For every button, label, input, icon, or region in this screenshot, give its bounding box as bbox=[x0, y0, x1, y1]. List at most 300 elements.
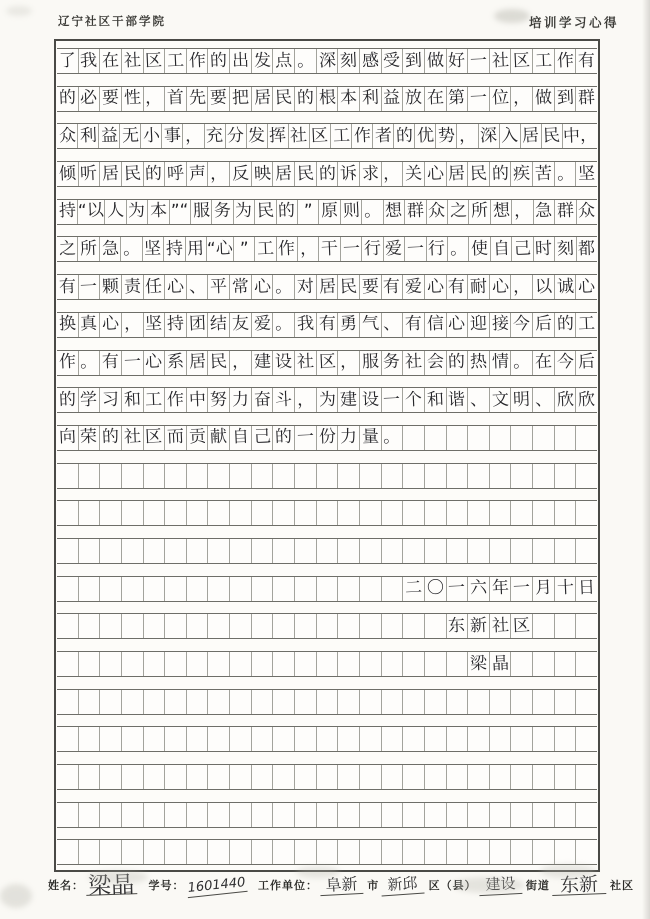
grid-cell bbox=[533, 539, 555, 563]
handwritten-char: 的 bbox=[101, 427, 120, 448]
handwritten-char: 、 bbox=[534, 389, 553, 411]
grid-cell bbox=[57, 539, 79, 563]
grid-cell bbox=[144, 49, 166, 73]
grid-cell bbox=[230, 539, 252, 563]
grid-cell bbox=[252, 275, 274, 299]
handwritten-char: 小 bbox=[142, 125, 161, 147]
grid-cell bbox=[165, 49, 187, 73]
grid-cell bbox=[511, 388, 533, 412]
grid-cell bbox=[234, 237, 255, 261]
grid-cell bbox=[511, 426, 533, 450]
grid-cell bbox=[57, 765, 79, 789]
handwritten-char: 点 bbox=[274, 50, 293, 71]
grid-cell bbox=[208, 426, 230, 450]
grid-cell bbox=[100, 275, 122, 299]
grid-cell bbox=[425, 388, 447, 412]
grid-cell bbox=[295, 577, 317, 601]
handwritten-char: 一 bbox=[406, 238, 425, 260]
grid-cell bbox=[277, 237, 298, 261]
handwritten-char: 民 bbox=[542, 125, 561, 147]
handwritten-char: 深 bbox=[479, 125, 498, 147]
handwritten-char: 民 bbox=[469, 163, 488, 184]
grid-cell bbox=[100, 577, 122, 601]
grid-cell bbox=[447, 690, 469, 714]
handwritten-char: 荣 bbox=[80, 427, 98, 448]
grid-cell bbox=[144, 351, 166, 375]
grid-cell bbox=[187, 803, 209, 827]
grid-cell bbox=[338, 727, 360, 751]
grid-cell bbox=[382, 49, 404, 73]
grid-cell bbox=[187, 313, 209, 337]
grid-row bbox=[57, 689, 597, 715]
grid-cell bbox=[360, 464, 382, 488]
grid-cell bbox=[490, 803, 512, 827]
handwritten-char: 入 bbox=[500, 125, 519, 147]
grid-cell bbox=[511, 501, 533, 525]
grid-cell bbox=[273, 351, 295, 375]
handwritten-char: 到 bbox=[404, 50, 423, 71]
handwritten-char: 学 bbox=[80, 389, 98, 411]
grid-cell bbox=[555, 426, 577, 450]
handwritten-char: 。 bbox=[122, 238, 141, 260]
grid-cell bbox=[57, 426, 79, 450]
handwritten-char: 反 bbox=[231, 163, 250, 184]
grid-cell bbox=[100, 464, 122, 488]
grid-cell bbox=[164, 237, 185, 261]
grid-cell bbox=[255, 237, 276, 261]
grid-cell bbox=[511, 49, 533, 73]
handwritten-char: 民 bbox=[296, 163, 315, 184]
grid-cell bbox=[57, 614, 79, 638]
handwritten-char: 人 bbox=[106, 200, 125, 222]
grid-cell bbox=[360, 803, 382, 827]
handwritten-char: 接 bbox=[491, 313, 510, 335]
grid-cell bbox=[425, 87, 447, 111]
handwritten-char: 本 bbox=[339, 87, 358, 109]
handwritten-char: 有 bbox=[404, 313, 423, 335]
handwritten-char: 有 bbox=[318, 313, 336, 335]
handwritten-char: 居 bbox=[253, 87, 271, 109]
grid-cell bbox=[162, 124, 183, 148]
handwritten-char: 民 bbox=[339, 276, 358, 297]
grid-cell bbox=[187, 275, 209, 299]
handwritten-char: 服 bbox=[361, 351, 380, 373]
handwritten-char: 持 bbox=[58, 200, 77, 222]
grid-cell bbox=[576, 162, 597, 186]
grid-row bbox=[57, 538, 597, 564]
grid-cell bbox=[144, 727, 166, 751]
handwritten-char: 换 bbox=[58, 313, 77, 335]
grid-cell bbox=[382, 464, 404, 488]
grid-cell bbox=[382, 690, 404, 714]
handwritten-char: 坚 bbox=[143, 238, 162, 260]
handwritten-char: 今 bbox=[556, 351, 574, 373]
grid-cell bbox=[576, 803, 597, 827]
handwritten-char: 设 bbox=[361, 389, 380, 411]
grid-cell bbox=[295, 539, 317, 563]
grid-cell bbox=[576, 727, 597, 751]
grid-cell bbox=[208, 87, 230, 111]
grid-cell bbox=[447, 803, 469, 827]
handwritten-char: 习 bbox=[101, 389, 120, 411]
handwritten-char: 今 bbox=[512, 313, 531, 335]
handwritten-char: 一 bbox=[469, 87, 488, 109]
grid-cell bbox=[187, 464, 209, 488]
grid-cell bbox=[165, 351, 187, 375]
grid-cell bbox=[79, 840, 101, 864]
handwritten-char: 一 bbox=[123, 351, 142, 373]
handwritten-char: 必 bbox=[80, 87, 98, 109]
grid-cell bbox=[230, 313, 252, 337]
handwritten-char: 、 bbox=[188, 276, 207, 297]
handwritten-char: 充 bbox=[205, 125, 224, 147]
grid-cell bbox=[338, 803, 360, 827]
grid-cell bbox=[425, 162, 447, 186]
handwritten-char: 心 bbox=[101, 313, 120, 335]
grid-cell bbox=[352, 124, 373, 148]
handwritten-char: 一 bbox=[447, 577, 466, 599]
grid-cell bbox=[144, 313, 166, 337]
handwritten-char: 新 bbox=[469, 615, 488, 637]
grid-cell bbox=[273, 614, 295, 638]
handwritten-char: 关 bbox=[404, 163, 423, 184]
handwritten-char: 区 bbox=[512, 615, 531, 637]
handwritten-char: 。 bbox=[296, 50, 315, 71]
handwritten-char: 一 bbox=[469, 50, 488, 71]
grid-cell bbox=[447, 652, 469, 676]
grid-cell bbox=[252, 87, 274, 111]
handwritten-char: 利 bbox=[79, 125, 98, 147]
grid-row bbox=[57, 274, 597, 300]
grid-cell bbox=[511, 765, 533, 789]
handwritten-char: 份 bbox=[318, 427, 336, 448]
grid-cell bbox=[360, 275, 382, 299]
grid-cell bbox=[298, 200, 319, 224]
grid-cell bbox=[100, 614, 122, 638]
grid-cell bbox=[165, 840, 187, 864]
grid-cell bbox=[382, 162, 404, 186]
grid-cell bbox=[555, 200, 576, 224]
handwritten-char: 诚 bbox=[556, 276, 574, 297]
grid-row bbox=[57, 236, 597, 262]
grid-cell bbox=[100, 539, 122, 563]
handwritten-char: 众 bbox=[427, 200, 446, 222]
grid-cell bbox=[447, 275, 469, 299]
handwritten-char: 明 bbox=[512, 389, 531, 411]
grid-cell bbox=[208, 803, 230, 827]
grid-cell bbox=[468, 652, 490, 676]
grid-cell bbox=[295, 464, 317, 488]
grid-cell bbox=[230, 765, 252, 789]
grid-cell bbox=[533, 351, 555, 375]
handwritten-char: 声 bbox=[188, 163, 207, 184]
handwritten-char: 个 bbox=[404, 389, 423, 411]
grid-cell bbox=[230, 464, 252, 488]
grid-cell bbox=[295, 803, 317, 827]
handwritten-char: 我 bbox=[80, 50, 98, 71]
grid-cell bbox=[394, 124, 415, 148]
district-suffix-label: 区（县） bbox=[428, 879, 477, 892]
grid-cell bbox=[165, 690, 187, 714]
handwritten-char: 听 bbox=[80, 163, 98, 184]
scan-edge-shadow bbox=[642, 0, 650, 919]
handwritten-char: 梁 bbox=[469, 653, 488, 674]
grid-cell bbox=[338, 426, 360, 450]
grid-cell bbox=[252, 690, 274, 714]
grid-cell bbox=[425, 577, 447, 601]
handwritten-char: 持 bbox=[166, 313, 185, 335]
grid-cell bbox=[317, 501, 339, 525]
grid-cell bbox=[57, 124, 78, 148]
handwritten-char: 爱 bbox=[404, 276, 423, 297]
grid-cell bbox=[338, 464, 360, 488]
grid-cell bbox=[468, 49, 490, 73]
grid-cell bbox=[468, 690, 490, 714]
grid-row bbox=[57, 726, 597, 752]
grid-cell bbox=[382, 577, 404, 601]
handwritten-char: 东 bbox=[447, 615, 466, 637]
grid-cell bbox=[533, 162, 555, 186]
grid-cell bbox=[490, 388, 512, 412]
handwritten-char: 向 bbox=[58, 427, 77, 448]
grid-cell bbox=[273, 727, 295, 751]
grid-cell bbox=[208, 49, 230, 73]
grid-cell bbox=[577, 237, 597, 261]
grid-cell bbox=[468, 840, 490, 864]
grid-cell bbox=[252, 652, 274, 676]
grid-cell bbox=[144, 652, 166, 676]
grid-cell bbox=[415, 124, 436, 148]
name-handwritten-value: 梁晶 bbox=[86, 875, 137, 896]
grid-cell bbox=[468, 539, 490, 563]
grid-cell bbox=[511, 577, 533, 601]
grid-cell bbox=[208, 464, 230, 488]
grid-cell bbox=[144, 803, 166, 827]
handwritten-char: 迎 bbox=[469, 313, 488, 335]
grid-cell bbox=[511, 539, 533, 563]
grid-cell bbox=[555, 840, 577, 864]
handwritten-char: 的 bbox=[296, 87, 315, 109]
grid-cell bbox=[144, 87, 166, 111]
grid-cell bbox=[533, 275, 555, 299]
handwritten-char: 作 bbox=[188, 50, 207, 71]
grid-cell bbox=[555, 464, 577, 488]
street-handwritten-value: 建设 bbox=[478, 877, 522, 896]
handwritten-char: 区 bbox=[318, 351, 336, 373]
community-suffix-label: 社区 bbox=[609, 879, 634, 892]
handwritten-char: 颗 bbox=[101, 276, 120, 297]
handwritten-char: 好 bbox=[447, 50, 466, 71]
scan-smudge bbox=[0, 884, 32, 908]
grid-cell bbox=[403, 803, 425, 827]
handwritten-char: 者 bbox=[374, 125, 393, 147]
grid-cell bbox=[317, 577, 339, 601]
grid-cell bbox=[148, 200, 169, 224]
handwritten-char: 的 bbox=[395, 125, 414, 147]
handwritten-char: 性 bbox=[123, 87, 142, 109]
handwritten-char: ” bbox=[239, 238, 249, 260]
grid-cell bbox=[533, 577, 555, 601]
grid-cell bbox=[403, 162, 425, 186]
grid-cell bbox=[490, 49, 512, 73]
handwritten-char: ， bbox=[184, 125, 203, 147]
grid-cell bbox=[144, 577, 166, 601]
grid-cell bbox=[491, 237, 512, 261]
grid-cell bbox=[563, 124, 597, 148]
handwritten-char: 爱 bbox=[384, 238, 403, 260]
handwritten-char: 做 bbox=[426, 50, 445, 71]
handwritten-char: 建 bbox=[253, 351, 271, 373]
grid-cell bbox=[490, 690, 512, 714]
handwritten-char: 众 bbox=[58, 125, 76, 147]
handwritten-char: 欣 bbox=[577, 389, 596, 411]
handwritten-char: 有 bbox=[382, 276, 401, 297]
grid-cell bbox=[230, 388, 252, 412]
grid-cell bbox=[122, 652, 144, 676]
grid-cell bbox=[360, 162, 382, 186]
grid-cell bbox=[230, 803, 252, 827]
grid-cell bbox=[295, 49, 317, 73]
ink-bleed-smudge bbox=[494, 9, 530, 23]
grid-cell bbox=[447, 87, 469, 111]
grid-cell bbox=[295, 162, 317, 186]
grid-cell bbox=[122, 162, 144, 186]
grid-cell bbox=[338, 162, 360, 186]
grid-cell bbox=[165, 501, 187, 525]
grid-cell bbox=[555, 501, 577, 525]
grid-cell bbox=[57, 577, 79, 601]
handwritten-char: 社 bbox=[491, 50, 510, 71]
grid-cell bbox=[187, 765, 209, 789]
handwritten-char: 工 bbox=[534, 50, 553, 71]
grid-cell bbox=[295, 501, 317, 525]
handwritten-char: 热 bbox=[469, 351, 488, 373]
handwritten-char: 居 bbox=[188, 351, 207, 373]
grid-cell bbox=[500, 124, 521, 148]
grid-cell bbox=[338, 275, 360, 299]
grid-cell bbox=[252, 351, 274, 375]
grid-cell bbox=[100, 501, 122, 525]
grid-cell bbox=[427, 200, 448, 224]
grid-cell bbox=[273, 87, 295, 111]
grid-cell bbox=[187, 49, 209, 73]
handwritten-char: ， bbox=[512, 276, 531, 297]
grid-cell bbox=[403, 614, 425, 638]
grid-cell bbox=[100, 162, 122, 186]
handwritten-char: 一 bbox=[382, 389, 401, 411]
grid-cell bbox=[122, 464, 144, 488]
grid-cell bbox=[425, 313, 447, 337]
grid-cell bbox=[338, 690, 360, 714]
grid-cell bbox=[105, 200, 126, 224]
handwritten-char: 心 bbox=[166, 276, 185, 297]
handwritten-char: 发 bbox=[247, 125, 266, 147]
grid-cell bbox=[555, 162, 577, 186]
grid-cell bbox=[533, 464, 555, 488]
grid-cell bbox=[468, 464, 490, 488]
handwritten-char: ， bbox=[209, 163, 228, 184]
grid-cell bbox=[252, 577, 274, 601]
grid-row bbox=[57, 802, 597, 828]
handwritten-char: 心 bbox=[491, 276, 510, 297]
handwritten-char: 奋 bbox=[253, 389, 271, 411]
handwritten-char: 友 bbox=[231, 313, 250, 335]
handwritten-char: 作 bbox=[353, 125, 372, 147]
grid-cell bbox=[447, 351, 469, 375]
grid-cell bbox=[317, 388, 339, 412]
grid-cell bbox=[57, 275, 79, 299]
handwritten-char: 则 bbox=[342, 200, 360, 222]
grid-cell bbox=[79, 49, 101, 73]
grid-cell bbox=[144, 426, 166, 450]
handwritten-char: 疾 bbox=[512, 163, 531, 184]
grid-cell bbox=[57, 690, 79, 714]
grid-cell bbox=[208, 614, 230, 638]
handwritten-char: 量 bbox=[361, 427, 380, 448]
grid-cell bbox=[230, 727, 252, 751]
handwritten-char: 年 bbox=[491, 577, 510, 599]
handwritten-char: 自 bbox=[231, 427, 250, 448]
handwritten-char: 优 bbox=[416, 125, 435, 147]
handwritten-char: 、 bbox=[469, 389, 488, 411]
grid-cell bbox=[273, 388, 295, 412]
grid-cell bbox=[317, 690, 339, 714]
grid-cell bbox=[273, 539, 295, 563]
handwritten-char: 为 bbox=[235, 200, 253, 222]
grid-cell bbox=[122, 275, 144, 299]
grid-cell bbox=[208, 388, 230, 412]
grid-cell bbox=[338, 840, 360, 864]
grid-cell bbox=[208, 690, 230, 714]
name-label: 姓名： bbox=[48, 879, 84, 892]
handwritten-char: 己 bbox=[253, 427, 271, 448]
grid-cell bbox=[183, 124, 204, 148]
grid-cell bbox=[403, 501, 425, 525]
handwritten-char: 谐 bbox=[447, 389, 466, 411]
grid-cell bbox=[208, 351, 230, 375]
grid-cell bbox=[273, 464, 295, 488]
grid-cell bbox=[491, 200, 512, 224]
grid-cell bbox=[469, 237, 490, 261]
grid-cell bbox=[576, 690, 597, 714]
handwritten-char: 建 bbox=[339, 389, 358, 411]
grid-cell bbox=[425, 803, 447, 827]
grid-cell bbox=[57, 162, 79, 186]
handwritten-char: 。 bbox=[274, 313, 293, 335]
grid-cell bbox=[555, 49, 577, 73]
grid-cell bbox=[362, 237, 383, 261]
grid-cell bbox=[555, 803, 577, 827]
handwritten-char: 自 bbox=[492, 238, 510, 260]
grid-cell bbox=[341, 200, 362, 224]
grid-cell bbox=[448, 237, 469, 261]
grid-cell bbox=[403, 577, 425, 601]
grid-row bbox=[57, 651, 597, 677]
grid-cell bbox=[360, 501, 382, 525]
grid-cell bbox=[331, 124, 352, 148]
grid-cell bbox=[317, 313, 339, 337]
grid-cell bbox=[576, 313, 597, 337]
handwritten-char: 心 bbox=[447, 313, 466, 335]
handwritten-char: 〇 bbox=[426, 577, 445, 599]
grid-cell bbox=[273, 501, 295, 525]
student-id-handwritten-value: 1601440 bbox=[186, 877, 247, 898]
grid-cell bbox=[57, 200, 78, 224]
grid-row bbox=[57, 387, 597, 413]
grid-cell bbox=[295, 840, 317, 864]
grid-cell bbox=[252, 501, 274, 525]
grid-cell bbox=[534, 200, 555, 224]
